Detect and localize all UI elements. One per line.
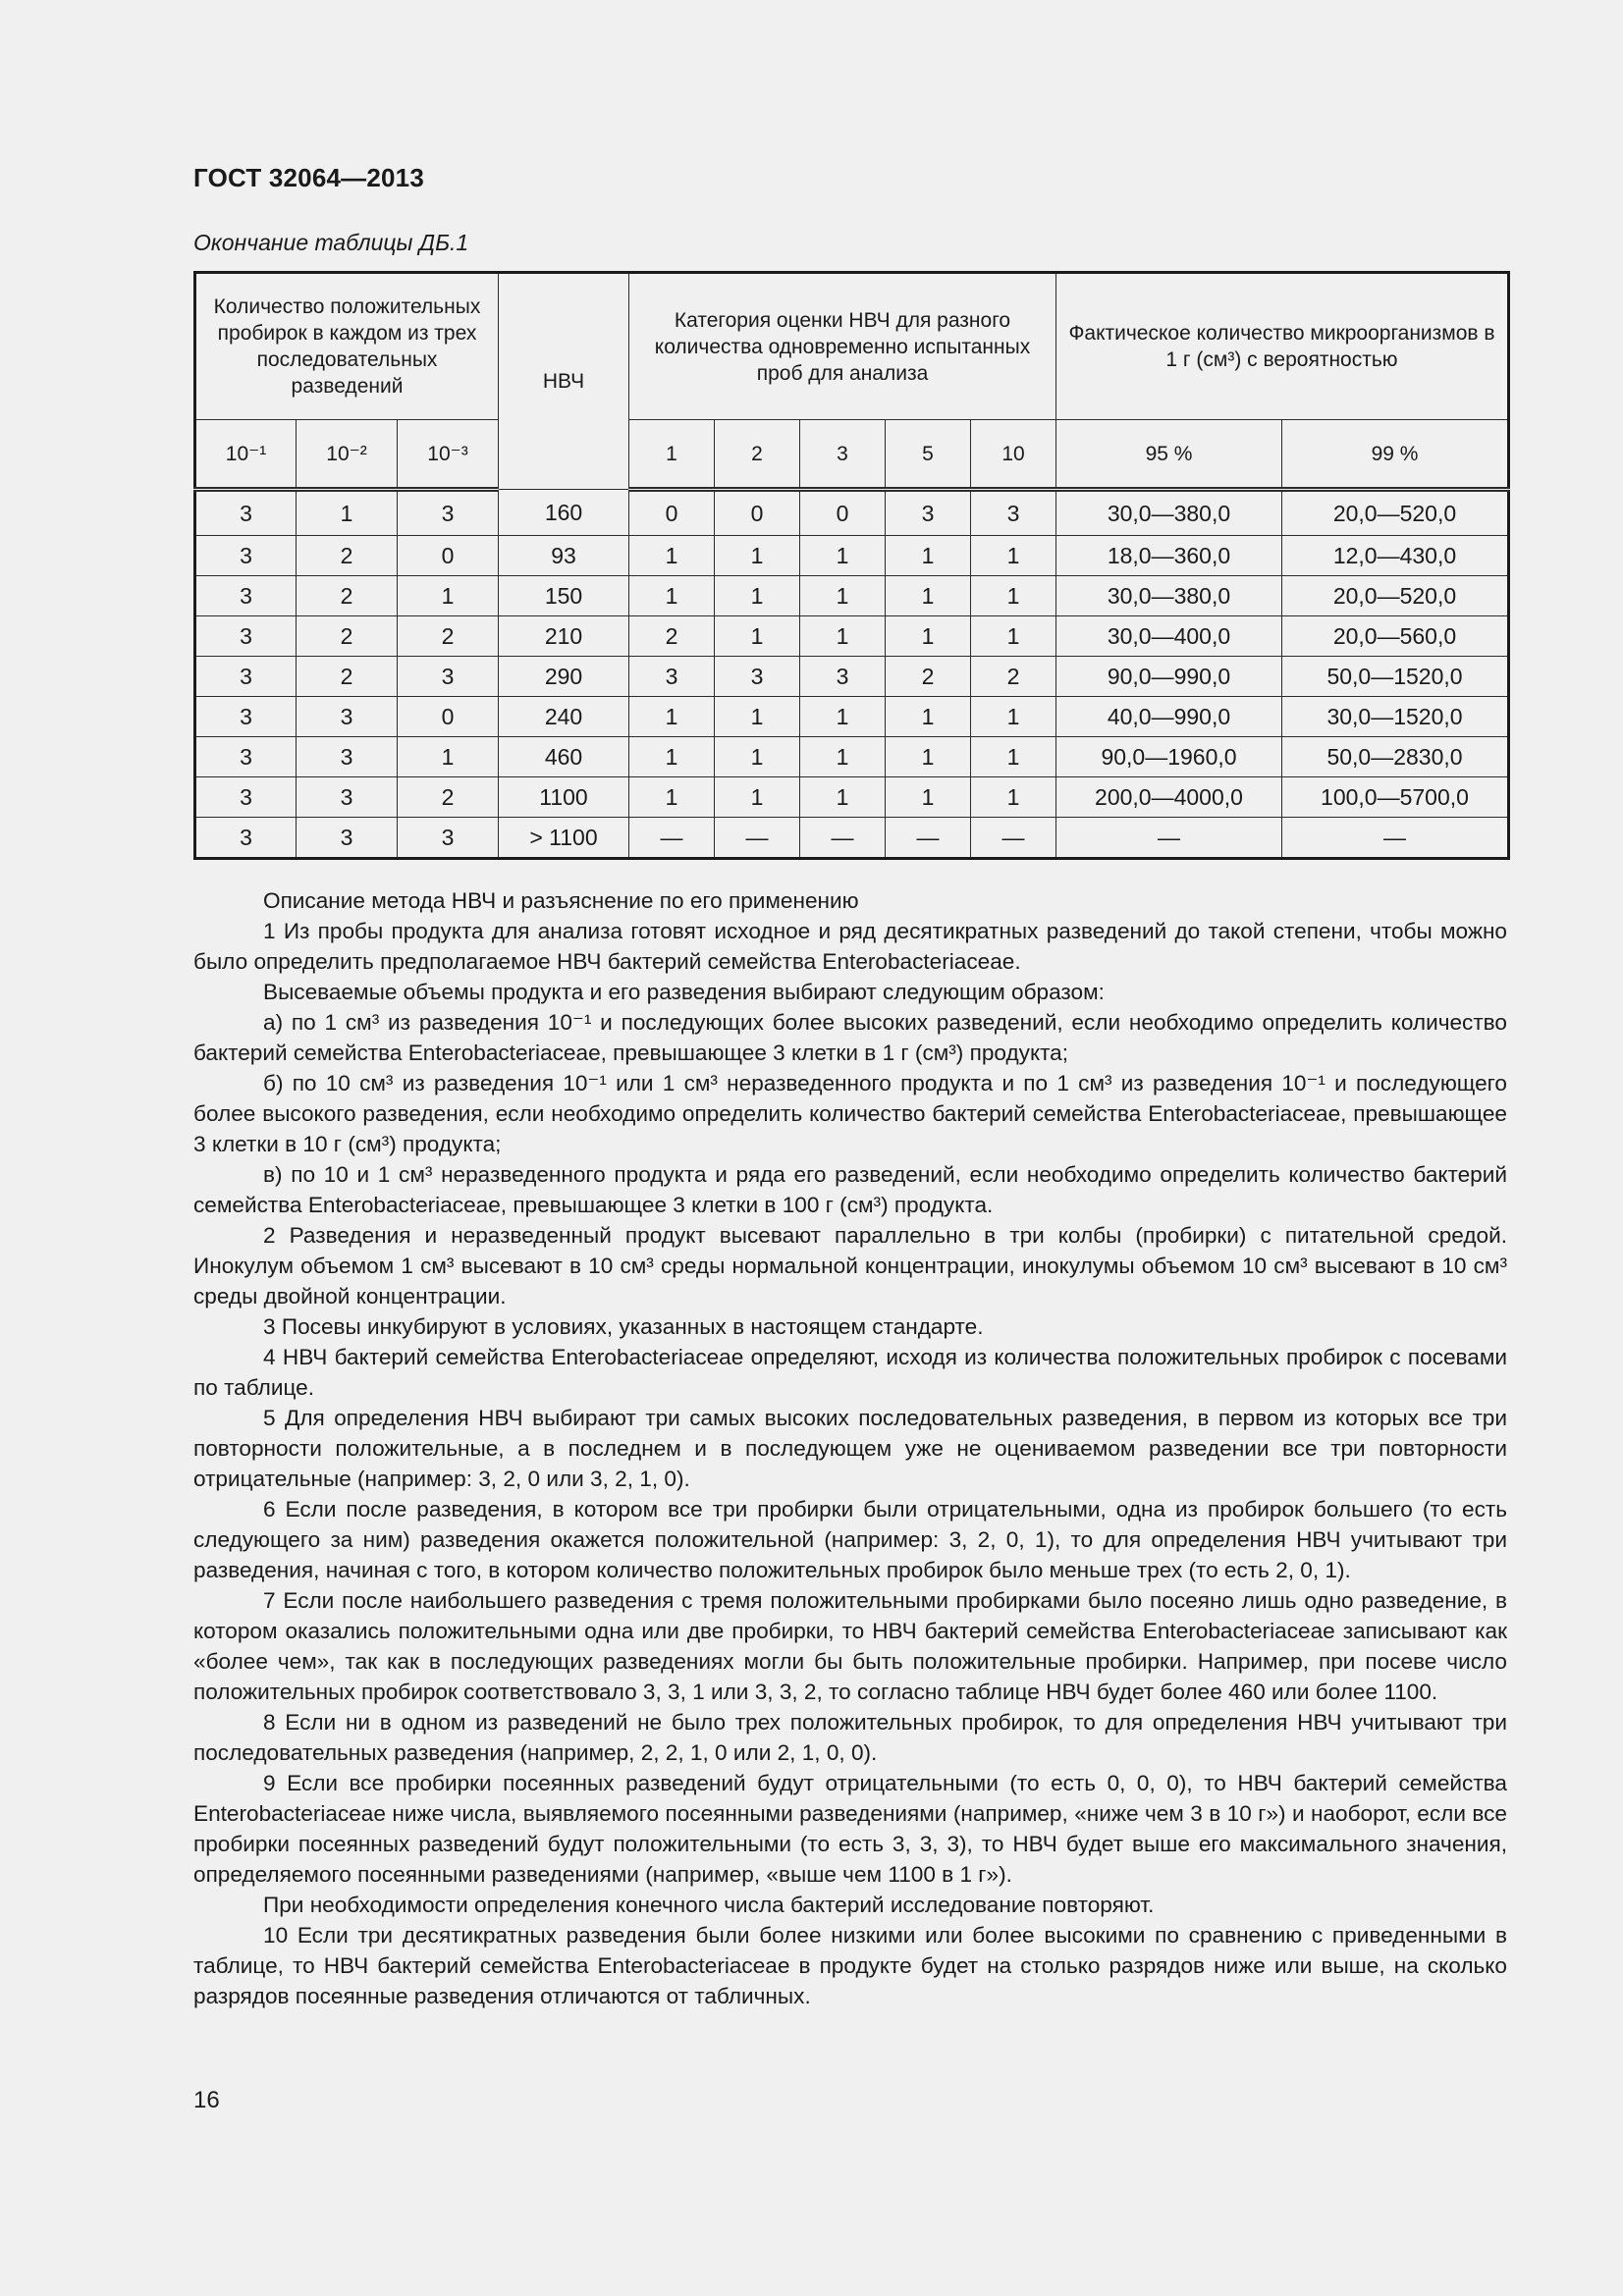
table-row bbox=[195, 818, 1509, 859]
table-cell: 1 bbox=[398, 737, 499, 777]
table-row bbox=[195, 777, 1509, 818]
header-category: Категория оценки НВЧ для разного количества одновременно испытанных проб для анализа bbox=[629, 273, 1056, 420]
table-cell: 3 bbox=[195, 657, 297, 697]
table-cell: 1 bbox=[715, 777, 800, 818]
table-cell: 1 bbox=[715, 616, 800, 657]
table-cell: 1 bbox=[715, 697, 800, 737]
table-row bbox=[195, 657, 1509, 697]
table-cell: 0 bbox=[629, 490, 715, 536]
body-text bbox=[193, 885, 1507, 2011]
table-cell: 1 bbox=[886, 616, 971, 657]
table-row bbox=[195, 737, 1509, 777]
table-cell: 1 bbox=[971, 777, 1056, 818]
table-cell: 0 bbox=[398, 697, 499, 737]
table-cell: 90,0—1960,0 bbox=[1056, 737, 1282, 777]
header-sample-count: 1 bbox=[629, 420, 715, 490]
table-cell: 1 bbox=[971, 536, 1056, 576]
table-cell: — bbox=[800, 818, 886, 859]
header-sample-count: 3 bbox=[800, 420, 886, 490]
table-cell: 1 bbox=[629, 576, 715, 616]
body-paragraph: 6 Если после разведения, в котором все три пробирки были отрицательными, одна из пробирок большего (то есть следующего за ним) разведения окажется положительной (например: 3, 2, 0, 1), то для определения НВЧ учитывают три разведения, начиная с того, в котором количество положительных пробирок было меньше трех (то есть 2, 0, 1). bbox=[193, 1497, 1507, 1582]
body-paragraph: При необходимости определения конечного числа бактерий исследование повторяют. bbox=[263, 1893, 1155, 1917]
table-cell: 3 bbox=[398, 818, 499, 859]
table-cell: 2 bbox=[629, 616, 715, 657]
body-paragraph: 10 Если три десятикратных разведения были более низкими или более высокими по сравнению с приведенными в таблице, то НВЧ бактерий семейства Enterobacteriaceae в продукте будет на столько разрядов ниже или выше, на сколько разрядов посеянные разведения отличаются от табличных. bbox=[193, 1923, 1507, 2008]
body-paragraph: б) по 10 см³ из разведения 10⁻¹ или 1 см³ неразведенного продукта и по 1 см³ из разведения 10⁻¹ и последующего более высокого разведения, если необходимо определить количество бактерий семейства Enterobacteriaceae, превышающее 3 клетки в 10 г (см³) продукта; bbox=[193, 1071, 1507, 1156]
table-cell: 30,0—1520,0 bbox=[1282, 697, 1509, 737]
table-cell: 460 bbox=[499, 737, 629, 777]
table-cell: 12,0—430,0 bbox=[1282, 536, 1509, 576]
table-cell: 40,0—990,0 bbox=[1056, 697, 1282, 737]
page-number: 16 bbox=[193, 2087, 220, 2113]
table-cell: 2 bbox=[297, 536, 398, 576]
table-cell: 1 bbox=[629, 536, 715, 576]
table-cell: 1 bbox=[971, 737, 1056, 777]
table-cell: 240 bbox=[499, 697, 629, 737]
header-dilution: 10⁻¹ bbox=[195, 420, 297, 490]
header-dilution: 10⁻³ bbox=[398, 420, 499, 490]
table-cell: 100,0—5700,0 bbox=[1282, 777, 1509, 818]
table-cell: 1 bbox=[297, 490, 398, 536]
mpn-table bbox=[193, 271, 1510, 860]
header-probability: 95 % bbox=[1056, 420, 1282, 490]
table-cell: 1 bbox=[886, 536, 971, 576]
table-cell: 1 bbox=[971, 576, 1056, 616]
body-paragraph: 9 Если все пробирки посеянных разведений будут отрицательными (то есть 0, 0, 0), то НВЧ бактерий семейства Enterobacteriaceae ниже числа, выявляемого посеянными разведениями (например, «ниже чем 3 в 10 г») и наоборот, если все пробирки посеянных разведений будут положительными (то есть 3, 3, 3), то НВЧ будет выше его максимального значения, определяемого посеянными разведениями (например, «выше чем 1100 в 1 г»). bbox=[193, 1771, 1507, 1887]
table-caption: Окончание таблицы ДБ.1 bbox=[193, 230, 469, 255]
table-cell: 1100 bbox=[499, 777, 629, 818]
table-cell: 0 bbox=[715, 490, 800, 536]
body-paragraph: 7 Если после наибольшего разведения с тремя положительными пробирками было посеяно лишь одно разведение, в котором оказались положительными одна или две пробирки, то НВЧ бактерий семейства Enterobacteriaceae записывают как «более чем», так как в последующих разведениях могли бы быть положительные пробирки. Например, при посеве число положительных пробирок соответствовало 3, 3, 1 или 3, 3, 2, то согласно таблице НВЧ будет более 460 или более 1100. bbox=[193, 1588, 1507, 1704]
body-paragraph: 1 Из пробы продукта для анализа готовят исходное и ряд десятикратных разведений до такой степени, чтобы можно было определить предполагаемое НВЧ бактерий семейства Enterobacteriaceae. bbox=[193, 919, 1507, 974]
header-sample-count: 5 bbox=[886, 420, 971, 490]
header-dilution: 10⁻² bbox=[297, 420, 398, 490]
table-cell: 93 bbox=[499, 536, 629, 576]
table-cell: 3 bbox=[886, 490, 971, 536]
table-cell: 3 bbox=[195, 737, 297, 777]
table-row bbox=[195, 576, 1509, 616]
table-cell: 18,0—360,0 bbox=[1056, 536, 1282, 576]
header-mpn: НВЧ bbox=[499, 273, 629, 490]
table-cell: 290 bbox=[499, 657, 629, 697]
table-cell: 1 bbox=[971, 697, 1056, 737]
table-cell: 30,0—400,0 bbox=[1056, 616, 1282, 657]
table-cell: 3 bbox=[195, 536, 297, 576]
table-cell: 1 bbox=[800, 737, 886, 777]
table-row bbox=[195, 616, 1509, 657]
table-cell: 3 bbox=[971, 490, 1056, 536]
header-positive-tubes: Количество положительных пробирок в каждом из трех последовательных разведений bbox=[195, 273, 499, 420]
table-cell: 1 bbox=[886, 777, 971, 818]
table-cell: 30,0—380,0 bbox=[1056, 490, 1282, 536]
body-paragraph: 4 НВЧ бактерий семейства Enterobacteriaceae определяют, исходя из количества положительных пробирок с посевами по таблице. bbox=[193, 1345, 1507, 1400]
table-cell: 50,0—1520,0 bbox=[1282, 657, 1509, 697]
table-cell: 3 bbox=[195, 777, 297, 818]
header-probability: 99 % bbox=[1282, 420, 1509, 490]
header-actual-count: Фактическое количество микроорганизмов в 1 г (см³) с вероятностью bbox=[1056, 273, 1509, 420]
body-paragraph: а) по 1 см³ из разведения 10⁻¹ и последующих более высоких разведений, если необходимо определить количество бактерий семейства Enterobacteriaceae, превышающее 3 клетки в 1 г (см³) продукта; bbox=[193, 1010, 1507, 1065]
table-cell: 3 bbox=[297, 697, 398, 737]
body-paragraph: Описание метода НВЧ и разъяснение по его применению bbox=[263, 888, 859, 913]
table-row bbox=[195, 536, 1509, 576]
table-cell: 3 bbox=[800, 657, 886, 697]
table-cell: 0 bbox=[800, 490, 886, 536]
table-cell: 3 bbox=[297, 737, 398, 777]
table-cell: 2 bbox=[886, 657, 971, 697]
table-row bbox=[195, 490, 1509, 536]
table-cell: 1 bbox=[715, 576, 800, 616]
body-paragraph: 2 Разведения и неразведенный продукт высевают параллельно в три колбы (пробирки) с питательной средой. Инокулум объемом 1 см³ высевают в 10 см³ среды нормальной концентрации, инокулумы объемом 10 см³ высевают в 10 см³ среды двойной концентрации. bbox=[193, 1223, 1507, 1308]
body-paragraph: 5 Для определения НВЧ выбирают три самых высоких последовательных разведения, в первом из которых все три повторности положительные, а в последнем и в последующем уже не оцениваемом разведении все три повторности отрицательные (например: 3, 2, 0 или 3, 2, 1, 0). bbox=[193, 1406, 1507, 1491]
table-cell: 2 bbox=[971, 657, 1056, 697]
table-cell: 3 bbox=[195, 697, 297, 737]
table-cell: 3 bbox=[297, 818, 398, 859]
table-cell: 200,0—4000,0 bbox=[1056, 777, 1282, 818]
table-cell: 3 bbox=[195, 490, 297, 536]
table-cell: 1 bbox=[800, 697, 886, 737]
table-cell: 3 bbox=[297, 777, 398, 818]
body-paragraph: Высеваемые объемы продукта и его разведения выбирают следующим образом: bbox=[263, 980, 1105, 1004]
table-cell: 50,0—2830,0 bbox=[1282, 737, 1509, 777]
table-row bbox=[195, 697, 1509, 737]
table-cell: 1 bbox=[715, 536, 800, 576]
table-body bbox=[195, 490, 1509, 859]
table-cell: 2 bbox=[398, 777, 499, 818]
table-cell: — bbox=[886, 818, 971, 859]
table-cell: > 1100 bbox=[499, 818, 629, 859]
table-cell: 2 bbox=[297, 657, 398, 697]
table-cell: 1 bbox=[629, 737, 715, 777]
table-cell: 210 bbox=[499, 616, 629, 657]
table-cell: 1 bbox=[715, 737, 800, 777]
table-cell: 1 bbox=[886, 697, 971, 737]
table-cell: 2 bbox=[297, 576, 398, 616]
table-cell: 1 bbox=[886, 737, 971, 777]
table-cell: 3 bbox=[398, 657, 499, 697]
body-paragraph: 3 Посевы инкубируют в условиях, указанных в настоящем стандарте. bbox=[263, 1314, 984, 1339]
table-cell: — bbox=[1282, 818, 1509, 859]
header-sample-count: 2 bbox=[715, 420, 800, 490]
table-cell: 1 bbox=[886, 576, 971, 616]
table-cell: 150 bbox=[499, 576, 629, 616]
table-cell: — bbox=[1056, 818, 1282, 859]
body-paragraph: 8 Если ни в одном из разведений не было трех положительных пробирок, то для определения НВЧ учитывают три последовательных разведения (например, 2, 2, 1, 0 или 2, 1, 0, 0). bbox=[193, 1710, 1507, 1765]
document-id: ГОСТ 32064—2013 bbox=[193, 163, 424, 192]
table-cell: 1 bbox=[800, 777, 886, 818]
table-cell: — bbox=[715, 818, 800, 859]
table-cell: — bbox=[629, 818, 715, 859]
table-cell: 3 bbox=[195, 616, 297, 657]
body-paragraph: в) по 10 и 1 см³ неразведенного продукта и ряда его разведений, если необходимо определить количество бактерий семейства Enterobacteriaceae, превышающее 3 клетки в 100 г (см³) продукта. bbox=[193, 1162, 1507, 1217]
table-cell: 1 bbox=[971, 616, 1056, 657]
table-cell: 3 bbox=[629, 657, 715, 697]
table-cell: 3 bbox=[195, 576, 297, 616]
table-cell: 1 bbox=[629, 697, 715, 737]
table-cell: 1 bbox=[800, 536, 886, 576]
table-cell: 3 bbox=[195, 818, 297, 859]
table-cell: 160 bbox=[499, 490, 629, 536]
table-cell: 0 bbox=[398, 536, 499, 576]
header-sample-count: 10 bbox=[971, 420, 1056, 490]
table-cell: 1 bbox=[800, 576, 886, 616]
table-cell: 30,0—380,0 bbox=[1056, 576, 1282, 616]
table-cell: 20,0—520,0 bbox=[1282, 490, 1509, 536]
table-cell: 90,0—990,0 bbox=[1056, 657, 1282, 697]
table-cell: 3 bbox=[398, 490, 499, 536]
table-cell: 20,0—560,0 bbox=[1282, 616, 1509, 657]
table-cell: 1 bbox=[800, 616, 886, 657]
table-cell: 2 bbox=[297, 616, 398, 657]
table-cell: 2 bbox=[398, 616, 499, 657]
table-cell: — bbox=[971, 818, 1056, 859]
table-cell: 1 bbox=[398, 576, 499, 616]
table-cell: 3 bbox=[715, 657, 800, 697]
table-cell: 20,0—520,0 bbox=[1282, 576, 1509, 616]
table-cell: 1 bbox=[629, 777, 715, 818]
